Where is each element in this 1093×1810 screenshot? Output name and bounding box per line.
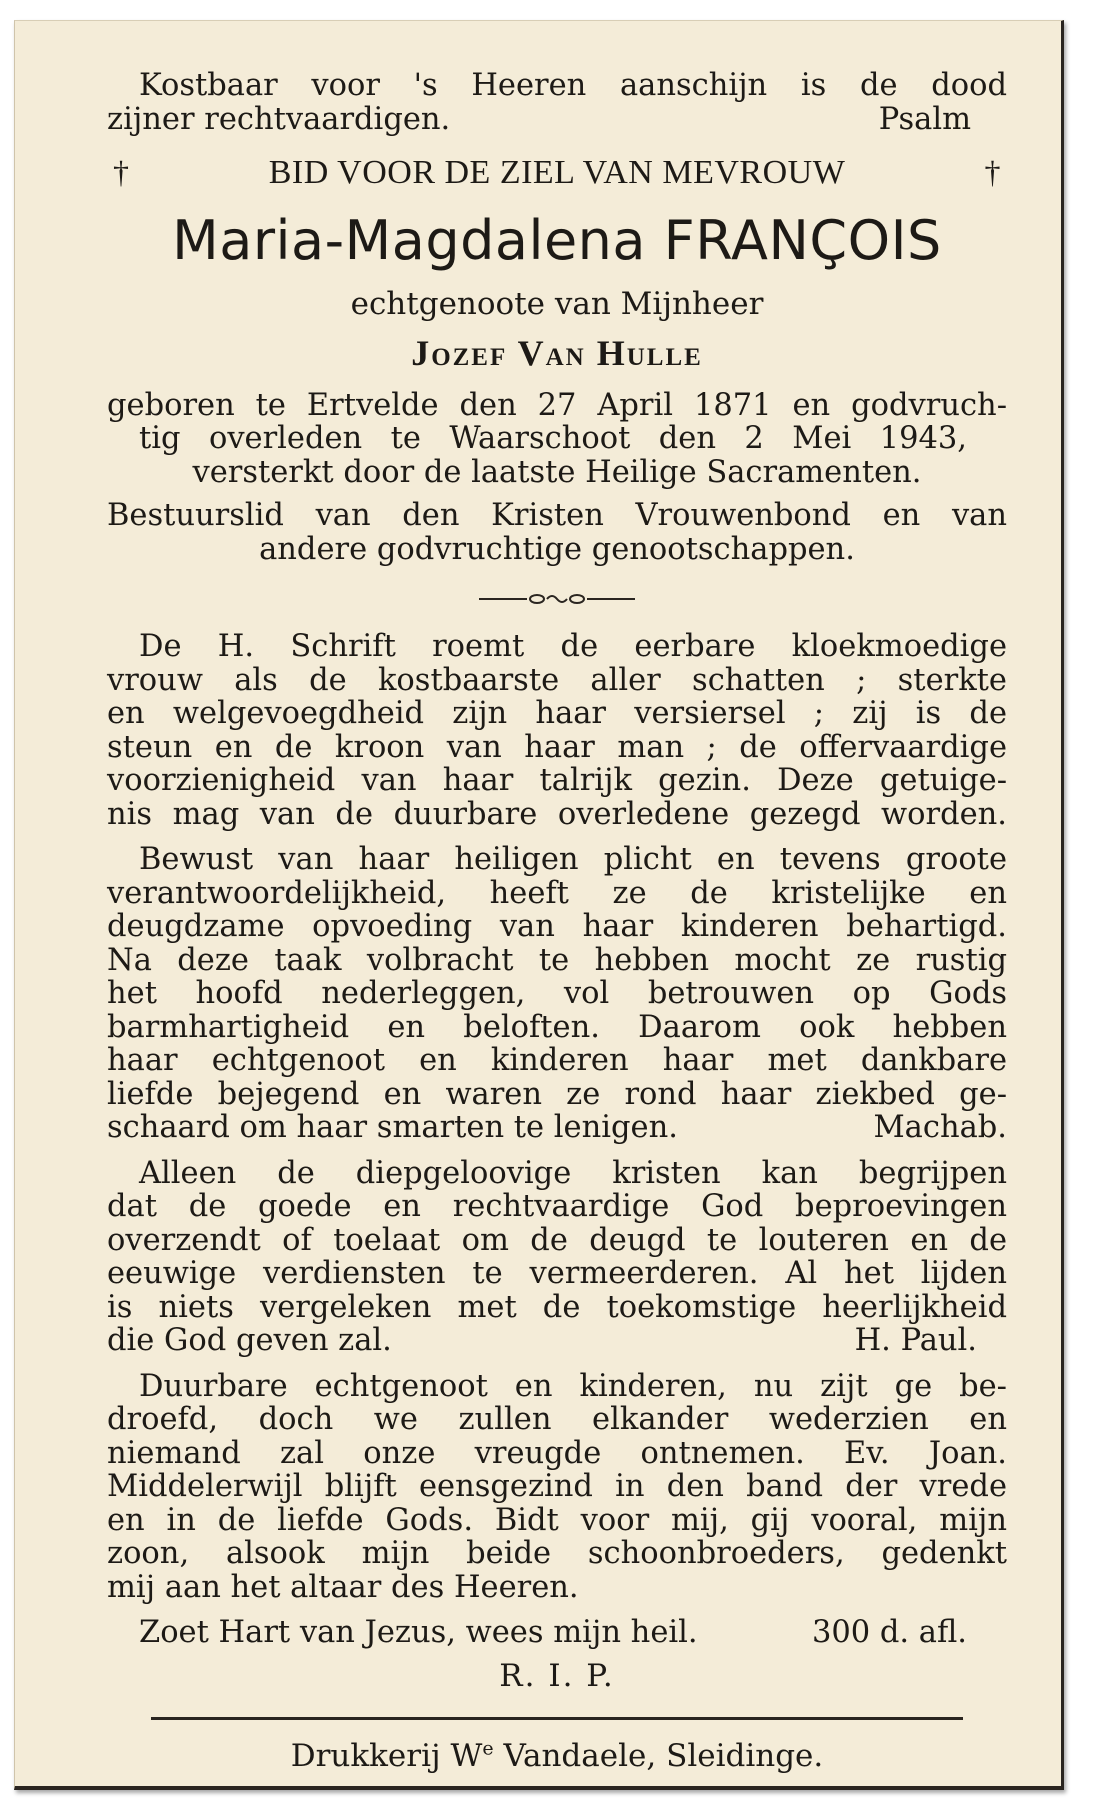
paragraph-line: mij aan het altaar des Heeren. xyxy=(107,1569,579,1605)
paragraph-line: het hoofd nederleggen, vol betrouwen op Gods xyxy=(107,976,1007,1011)
paragraph-line: verantwoordelijkheid, heeft ze de kristelijke en xyxy=(107,875,1007,911)
paragraph-line: schaard om haar smarten te lenigen. xyxy=(107,1110,678,1145)
birth-death-block xyxy=(107,389,1007,490)
paragraph-line: steun en de kroon van haar man ; de offervaardige xyxy=(107,729,1007,765)
paragraph-line: is niets vergeleken met de toekomstige heerlijkheid xyxy=(107,1289,1007,1325)
printer-suffix: Vandaele, Sleidinge. xyxy=(493,1738,824,1774)
paragraph xyxy=(107,1370,1007,1605)
epigraph-line: Kostbaar voor 's Heeren aanschijn is de dood xyxy=(139,68,1007,103)
cross-icon: † xyxy=(984,154,1001,190)
birth-death-line: tig overleden te Waarschoot den 2 Mei 1943, xyxy=(139,421,967,456)
paragraph-line: nis mag van de duurbare overledene gezegd worden. xyxy=(107,796,1007,832)
spouse-intro: echtgenoote van Mijnheer xyxy=(350,285,764,322)
vine-ornament-icon xyxy=(477,592,637,606)
memberships-block xyxy=(107,499,1007,566)
prayer-heading xyxy=(107,156,1007,190)
heading-text: BID VOOR DE ZIEL VAN MEVROUW xyxy=(268,154,846,191)
epigraph xyxy=(107,69,1007,136)
scripture-source: H. Paul. xyxy=(854,1323,977,1358)
paragraph-line: die God geven zal. xyxy=(107,1323,392,1358)
divider-rule xyxy=(151,1717,963,1720)
paragraph-line: en in de liefde Gods. Bidt voor mij, gij vooral, mijn xyxy=(107,1502,1007,1538)
paragraph-line: en welgevoegdheid zijn haar versiersel ; zij is de xyxy=(107,696,1007,731)
scripture-source: Machab. xyxy=(873,1110,1007,1145)
paragraph xyxy=(107,843,1007,1145)
deceased-name: Maria-Magdalena FRANÇOIS xyxy=(172,208,942,272)
epigraph-line: zijner rechtvaardigen. xyxy=(107,101,451,137)
paragraph-line: voorzienigheid van haar talrijk gezin. Deze getuige- xyxy=(107,763,1007,798)
epigraph-source: Psalm xyxy=(878,101,971,137)
membership-line: andere godvruchtige genootschappen. xyxy=(259,531,855,567)
cross-icon: † xyxy=(113,154,130,190)
paragraph-line: dat de goede en rechtvaardige God beproevingen xyxy=(107,1189,1007,1224)
paragraph-line: Duurbare echtgenoot en kinderen, nu zijt ge be- xyxy=(139,1368,1007,1404)
paragraph-line: niemand zal onze vreugde ontnemen. Ev. Joan. xyxy=(107,1435,1007,1471)
birth-death-line: versterkt door de laatste Heilige Sacramenten. xyxy=(192,454,922,490)
ornament-divider xyxy=(107,592,1007,606)
paragraph-line: droefd, doch we zullen elkander wederzien en xyxy=(107,1402,1007,1437)
paragraph-line: Bewust van haar heiligen plicht en tevens groote xyxy=(139,842,1007,877)
rip-text: R. I. P. xyxy=(499,1657,615,1694)
printer-prefix: Drukkerij W xyxy=(290,1738,483,1774)
paragraph-line: Alleen de diepgeloovige kristen kan begrijpen xyxy=(139,1155,1007,1191)
paragraph-line: eeuwige verdiensten te vermeerderen. Al het lijden xyxy=(107,1256,1007,1291)
paragraph-closing xyxy=(107,1111,1007,1145)
printer-credit xyxy=(107,1737,1007,1774)
printer-superscript: e xyxy=(482,1737,494,1760)
paragraph-line: liefde bejegend en waren ze rond haar ziekbed ge- xyxy=(107,1076,1007,1112)
paragraph xyxy=(107,630,1007,831)
indulgence-line xyxy=(107,1616,1007,1650)
paragraph xyxy=(107,1157,1007,1358)
indulgence-value: 300 d. afl. xyxy=(811,1615,967,1650)
paragraph-line: haar echtgenoot en kinderen haar met dankbare xyxy=(107,1043,1007,1078)
spouse-name: Jozef Van Hulle xyxy=(411,333,703,373)
memorial-card xyxy=(14,20,1064,1790)
paragraph-line: barmhartigheid en beloften. Daarom ook hebben xyxy=(107,1009,1007,1045)
paragraph-line: Middelerwijl blijft eensgezind in den band der vrede xyxy=(107,1469,1007,1504)
card-content xyxy=(107,69,1007,1774)
paragraph-line: zoon, alsook mijn beide schoonbroeders, gedenkt xyxy=(107,1536,1007,1571)
paragraph-line: De H. Schrift roemt de eerbare kloekmoedige xyxy=(139,629,1007,664)
paragraph-line: vrouw als de kostbaarste aller schatten ; sterkte xyxy=(107,662,1007,698)
paragraph-line: overzendt of toelaat om de deugd te louteren en de xyxy=(107,1222,1007,1258)
epigraph-line-2 xyxy=(107,103,1007,137)
indulgence-prayer: Zoet Hart van Jezus, wees mijn heil. xyxy=(139,1615,698,1650)
paragraph-line: Na deze taak volbracht te hebben mocht ze rustig xyxy=(107,942,1007,978)
paragraph-closing xyxy=(107,1324,1007,1358)
birth-death-line: geboren te Ertvelde den 27 April 1871 en godvruch- xyxy=(107,387,1007,423)
paragraph-line: deugdzame opvoeding van haar kinderen behartigd. xyxy=(107,909,1007,944)
membership-line: Bestuurslid van den Kristen Vrouwenbond en van xyxy=(107,498,1007,533)
